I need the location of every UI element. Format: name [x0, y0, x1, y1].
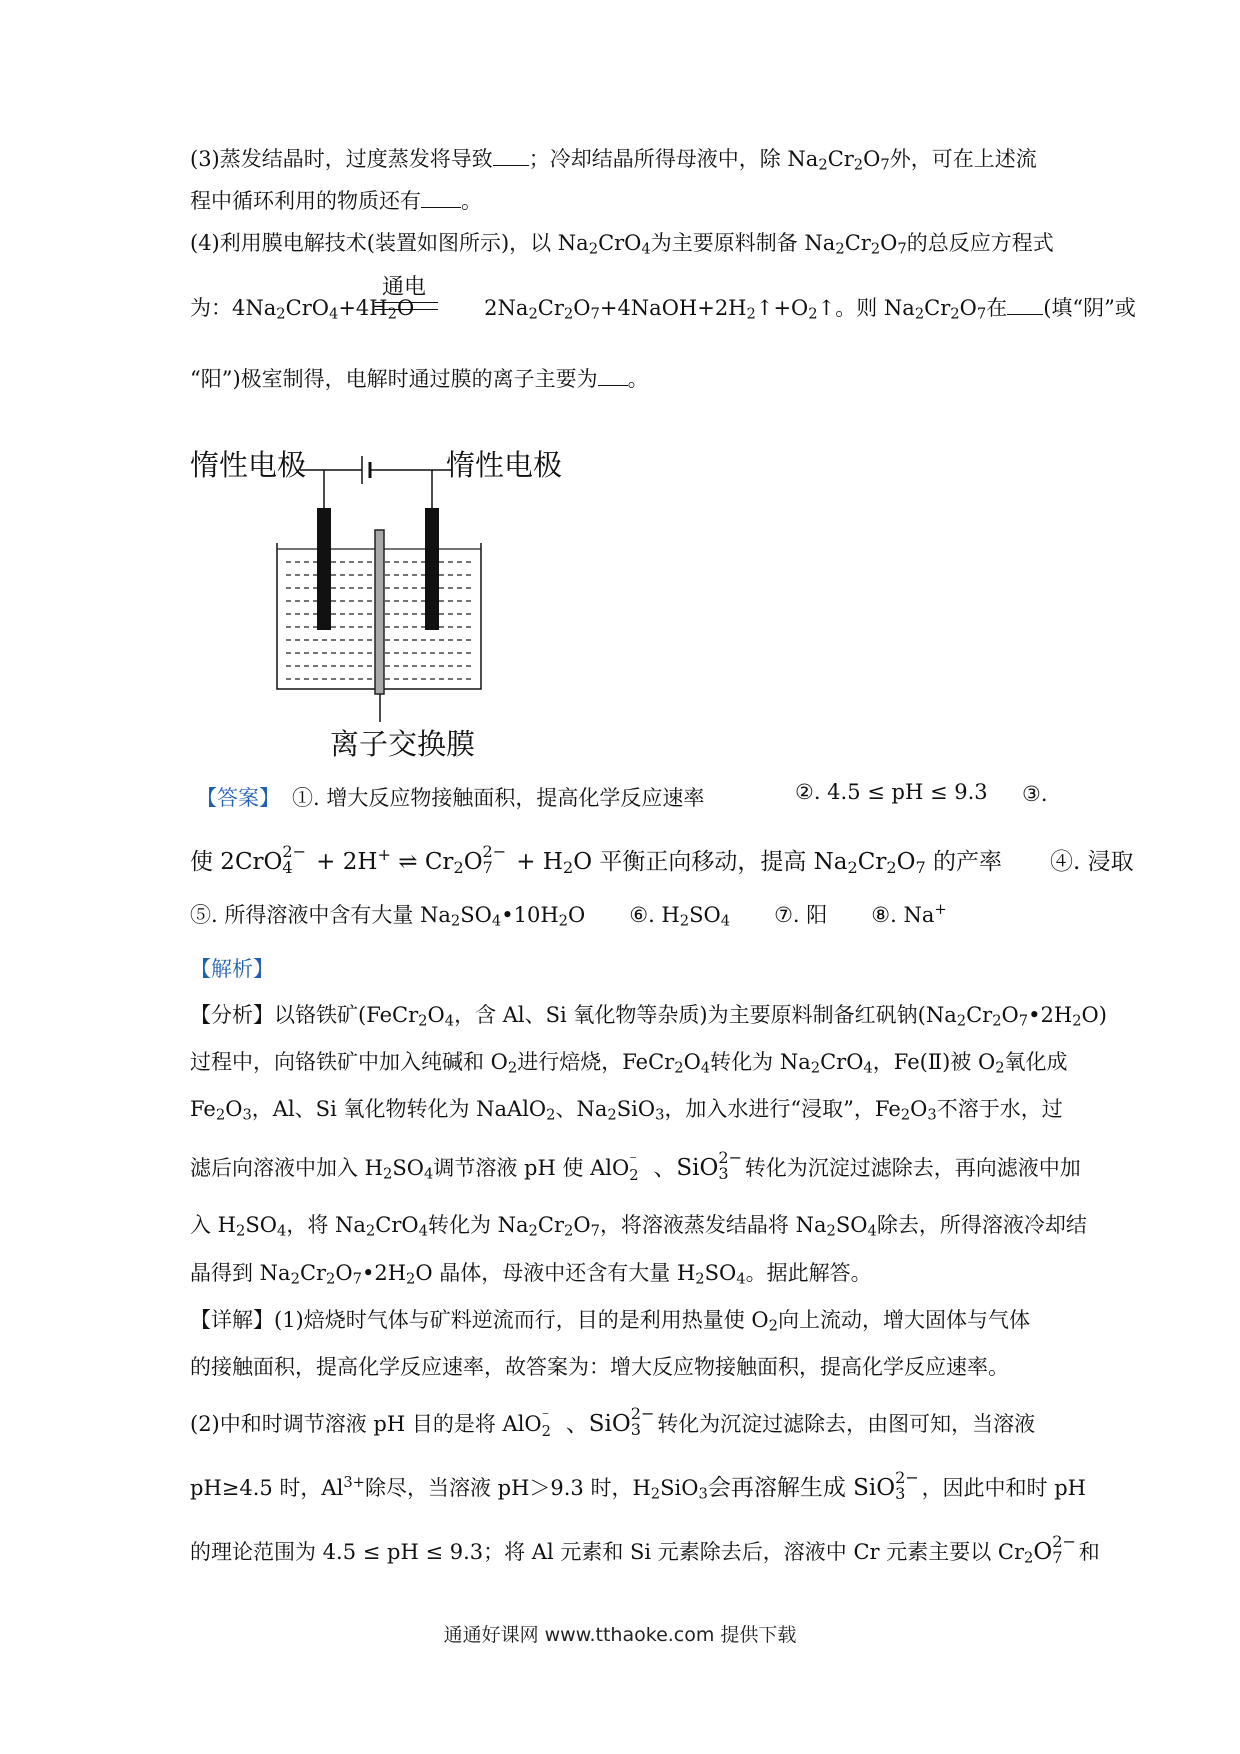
left-electrode: [317, 508, 331, 630]
analysis-p1-line6: 晶得到 $Na_2Cr_2O_7•2H_2O$ 晶体，母液中还含有大量 $H_2SO_4$。据此解答。: [190, 1261, 872, 1288]
q4-line3: “阳”)极室制得，电解时通过膜的离子主要为 。: [190, 363, 649, 394]
right-electrode-label: 惰性电极: [446, 448, 563, 482]
q3-line2: 程中循环利用的物质还有 。: [190, 185, 482, 216]
analysis-p1-line1: 【分析】以铬铁矿($FeCr_2O_4$，含 Al、Si 氧化物等杂质)为主要原料制备红矾钠$(Na_2Cr_2O_7•2H_2O)$: [190, 1003, 1107, 1030]
detail-line5: 的理论范围为 4.5 ≤ pH ≤ 9.3；将 Al 元素和 Si 元素除去后，溶液中 Cr 元素主要以 $Cr_2O$ 2− 7 和: [190, 1532, 1100, 1568]
answer-3-label: ③.: [1022, 782, 1048, 806]
answer-3-line: 使 2CrO 2− 4 + 2H+ ⇌ $Cr_2O$ 2− 7 + $H_2O$ 平衡正向移动，提高 $Na_2Cr_2O_7$ 的产率 ④. 浸取: [190, 842, 1134, 878]
analysis-p1-line5: 入 $H_2SO_4$，将 $Na_2CrO_4$转化为 $Na_2Cr_2O_7$，将溶液蒸发结晶将 $Na_2SO_4$除去，所得溶液冷却结: [190, 1213, 1087, 1240]
right-electrode: [425, 508, 439, 630]
reaction-condition: 通电: [382, 275, 427, 300]
ion-exchange-membrane: [375, 530, 384, 694]
analysis-p1-line3: $Fe_2O_3$，Al、Si 氧化物转化为 NaAlO$_2$、$Na_2SiO_3$，加入水进行“浸取”，$Fe_2O_3$不溶于水，过: [190, 1097, 1063, 1124]
analysis-tag: 【解析】: [190, 957, 274, 981]
answer-tag: 【答案】: [196, 786, 280, 810]
answer-2: ②. 4.5 ≤ pH ≤ 9.3: [795, 780, 988, 804]
analysis-p1-line2: 过程中，向铬铁矿中加入纯碱和 $O_2$进行焙烧，$FeCr_2O_4$转化为 $Na_2CrO_4$，Fe(Ⅱ)被 $O_2$氧化成: [190, 1050, 1068, 1077]
detail-line2: 的接触面积，提高化学反应速率，故答案为：增大反应物接触面积，提高化学反应速率。: [190, 1355, 1009, 1379]
footer-watermark: 通通好课网 www.tthaoke.com 提供下载: [443, 1624, 797, 1646]
left-electrode-label: 惰性电极: [190, 448, 307, 482]
q3-line1: (3)蒸发结晶时，过度蒸发将导致 ；冷却结晶所得母液中，除 $Na_2Cr_2O_7$外，可在上述流: [190, 143, 1037, 174]
electrolysis-diagram: [0, 0, 1240, 760]
membrane-label: 离子交换膜: [330, 727, 476, 761]
detail-line3: (2)中和时调节溶液 pH 目的是将 AlO ⁻ 2 、SiO 2− 3 转化为沉淀过滤除去，由图可知，当溶液: [190, 1404, 1036, 1440]
detail-line1: 【详解】(1)焙烧时气体与矿料逆流而行，目的是利用热量使 $O_2$向上流动，增大固体与气体: [190, 1308, 1030, 1335]
q4-line1: (4)利用膜电解技术(装置如图所示)，以 $Na_2CrO_4$为主要原料制备 $Na_2Cr_2O_7$的总反应方程式: [190, 231, 1054, 258]
battery-wiring: [324, 456, 432, 510]
analysis-p1-line4: 滤后向溶液中加入 $H_2SO_4$调节溶液 pH 使 AlO ⁻ 2 、SiO 2− 3 转化为沉淀过滤除去，再向滤液中加: [190, 1148, 1081, 1184]
answer-5-8: ⑤. 所得溶液中含有大量 $Na_2SO_4•10H_2O$ ⑥. $H_2SO_4$ ⑦. 阳 ⑧. Na+: [190, 900, 947, 930]
detail-line4: pH≥4.5 时，$Al^{3+}$除尽，当溶液 pH＞9.3 时，$H_2SiO_3$会再溶解生成 SiO 2− 3 ，因此中和时 pH: [190, 1468, 1086, 1504]
answer-1: ①. 增大反应物接触面积，提高化学反应速率: [292, 786, 705, 810]
q4-equation: 为：$4Na_2CrO_4+4H_2O$ $2Na_2Cr_2O_7+4NaOH+2H_2↑+O_2↑$。则 $Na_2Cr_2O_7$在 (填“阴”或: [190, 292, 1136, 323]
